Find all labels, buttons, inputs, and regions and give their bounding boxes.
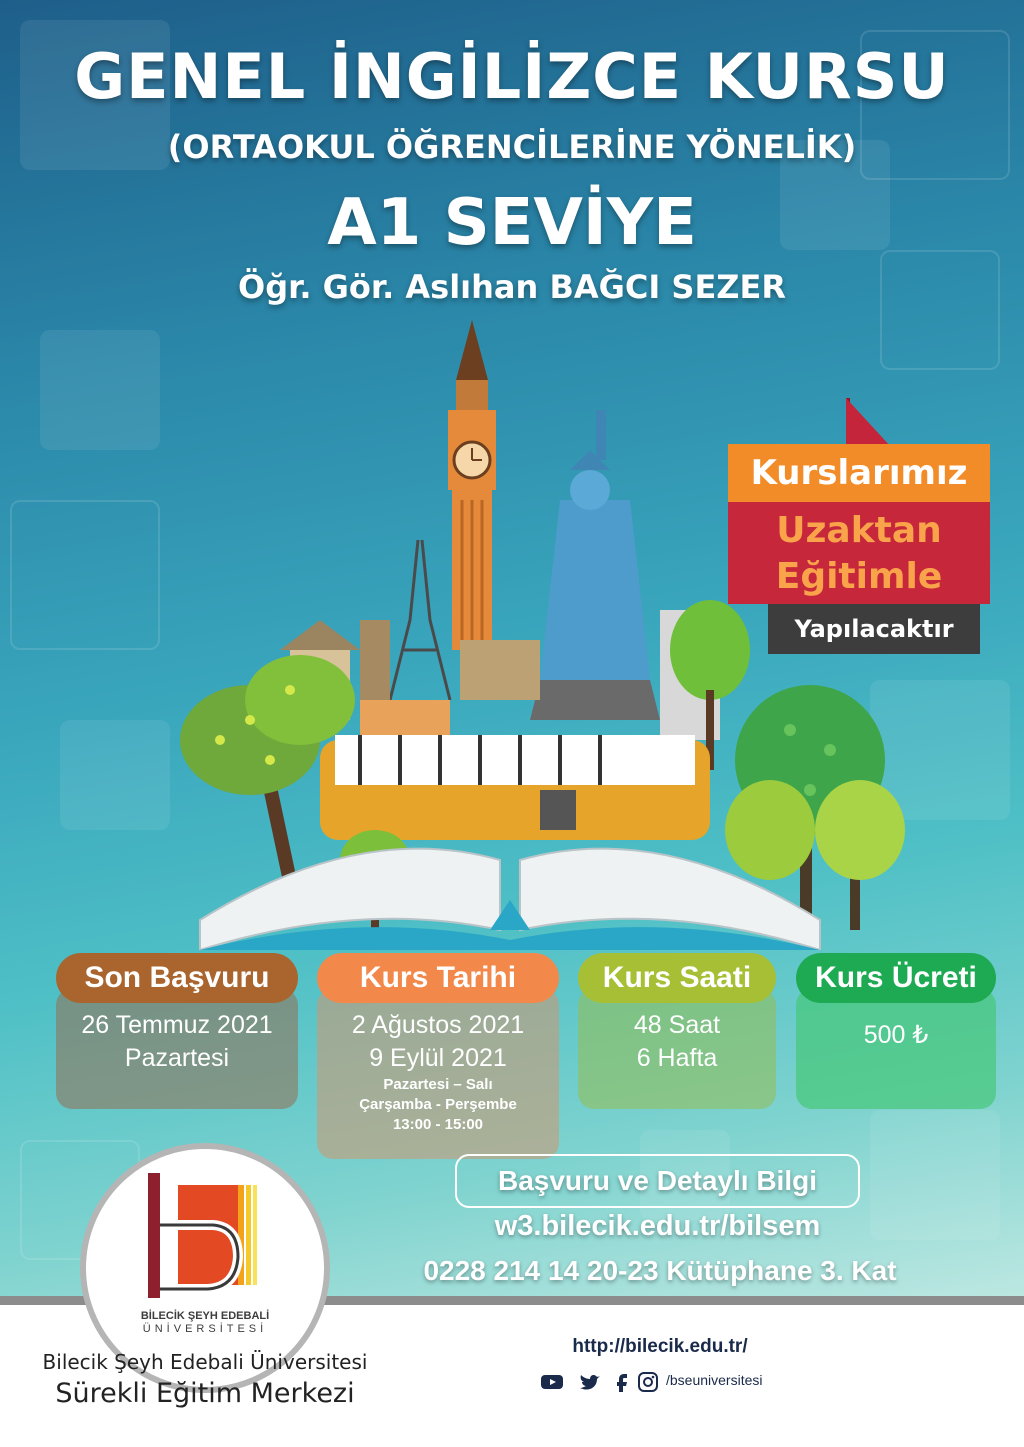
card-line: 6 Hafta (636, 1044, 718, 1072)
flag-icon (846, 398, 892, 448)
university-logo-icon (118, 1165, 288, 1320)
social-links (540, 1370, 820, 1394)
card-days: Pazartesi – Salı (383, 1076, 493, 1093)
instagram-icon[interactable] (636, 1370, 660, 1394)
card-body (317, 989, 559, 1159)
arc-de-triomphe-icon (460, 640, 540, 700)
banner-line-remote-1: Uzaktan (776, 510, 942, 551)
remote-learning-banner (728, 398, 990, 660)
instructor-name: Öğr. Gör. Aslıhan BAĞCI SEZER (238, 268, 786, 306)
university-website-link[interactable]: http://bilecik.edu.tr/ (572, 1336, 748, 1357)
university-name: Bilecik Şeyh Edebali Üniversitesi (42, 1350, 368, 1374)
bg-square (870, 1110, 1000, 1240)
taj-mahal-icon (360, 700, 450, 740)
card-line: 2 Ağustos 2021 (351, 1011, 525, 1039)
card-body (578, 989, 776, 1109)
card-title: Kurs Ücreti (796, 953, 996, 1003)
eiffel-tower-icon (390, 540, 450, 700)
card-title: Kurs Tarihi (317, 953, 559, 1003)
bg-square (40, 330, 160, 450)
facebook-icon[interactable] (610, 1370, 634, 1394)
center-name: Sürekli Eğitim Merkezi (55, 1378, 355, 1409)
card-title: Son Başvuru (56, 953, 298, 1003)
course-level: A1 SEVİYE (327, 186, 697, 260)
card-line: 26 Temmuz 2021 (81, 1011, 273, 1039)
logo-text-line1: BİLECİK ŞEYH EDEBALİ (140, 1310, 270, 1322)
statue-of-liberty-icon (530, 410, 660, 720)
card-line: Pazartesi (124, 1044, 230, 1072)
card-days: Çarşamba - Perşembe (359, 1096, 517, 1113)
banner-line-remote-2: Eğitimle (775, 556, 943, 597)
card-body (56, 989, 298, 1109)
youtube-icon[interactable] (540, 1370, 564, 1394)
bg-square (60, 720, 170, 830)
card-line: 9 Eylül 2021 (369, 1044, 507, 1072)
banner-line-remote (728, 502, 990, 604)
twitter-icon[interactable] (578, 1370, 602, 1394)
logo-text-line2: ÜNİVERSİTESİ (142, 1323, 268, 1335)
card-line: 48 Saat (633, 1011, 721, 1039)
social-handle: /bseuniversitesi (666, 1372, 763, 1388)
card-application-deadline (56, 953, 298, 1109)
card-price: 500 ₺ (863, 1021, 929, 1049)
big-ben-icon (448, 320, 496, 650)
contact-phone-location: 0228 214 14 20-23 Kütüphane 3. Kat (423, 1255, 897, 1286)
bg-square (10, 500, 160, 650)
card-body (796, 989, 996, 1109)
apply-info-box: Başvuru ve Detaylı Bilgi (455, 1154, 860, 1208)
banner-line-courses: Kurslarımız (728, 444, 990, 502)
banner-line-will-be-held: Yapılacaktır (768, 604, 980, 654)
course-title: GENEL İNGİLİZCE KURSU (74, 40, 950, 113)
course-subtitle: (ORTAOKUL ÖĞRENCİLERİNE YÖNELİK) (167, 128, 857, 166)
course-website-link[interactable]: w3.bilecik.edu.tr/bilsem (494, 1210, 821, 1242)
bus-icon (320, 735, 710, 840)
card-hours: 13:00 - 15:00 (392, 1116, 484, 1133)
card-course-hours (578, 953, 776, 1109)
card-title: Kurs Saati (578, 953, 776, 1003)
card-course-dates (317, 953, 559, 1159)
card-course-fee (796, 953, 996, 1109)
